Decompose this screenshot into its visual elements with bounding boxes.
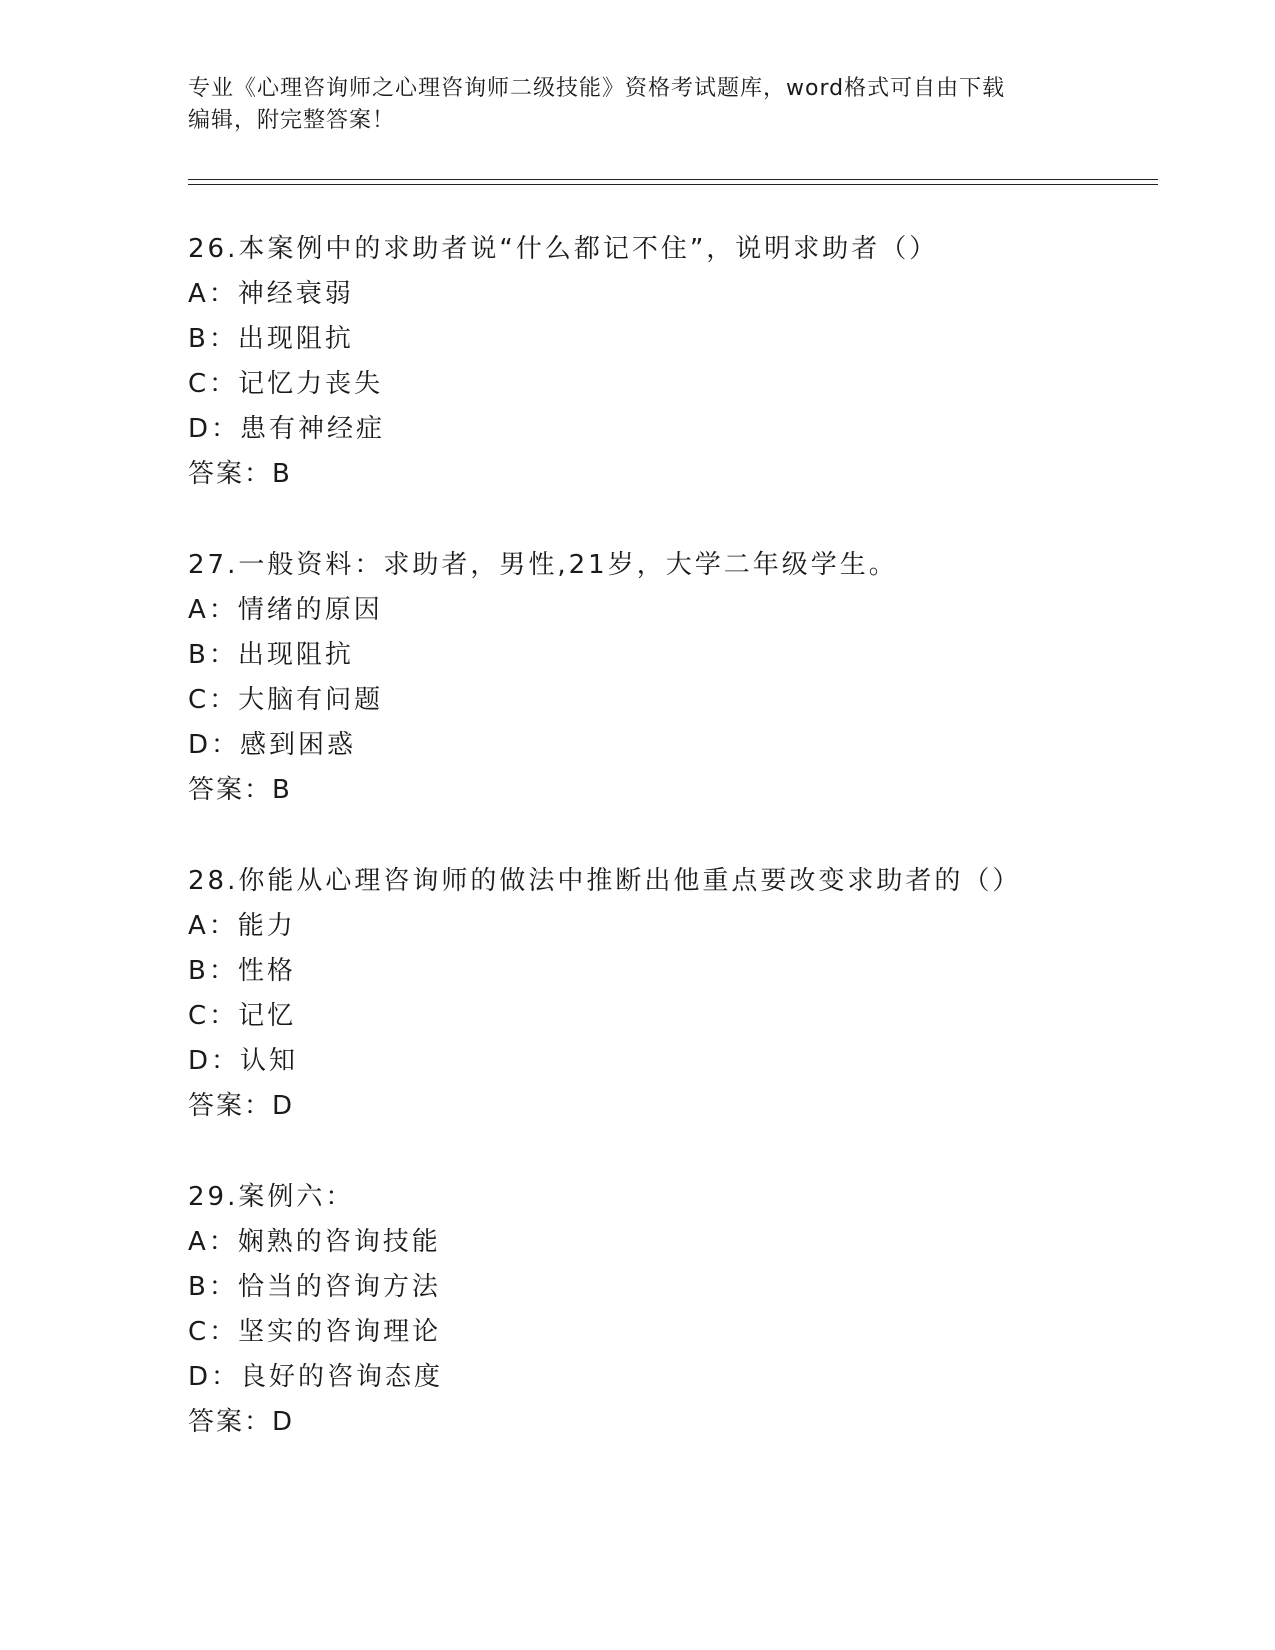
question-block [188, 227, 1188, 497]
document-header [188, 73, 1088, 137]
option-a: A：娴熟的咨询技能 [188, 1227, 441, 1257]
option-d: D：认知 [188, 1046, 299, 1076]
option-b: B：出现阻抗 [188, 640, 354, 670]
answer-value: D [272, 1407, 294, 1437]
question-stem: 29.案例六： [188, 1182, 355, 1212]
question-block [188, 543, 1188, 813]
answer-label: 答案： [188, 1407, 273, 1437]
option-c: C：记忆力丧失 [188, 369, 384, 399]
option-c: C：坚实的咨询理论 [188, 1317, 442, 1347]
question-stem: 27.一般资料：求助者，男性,21岁，大学二年级学生。 [188, 550, 898, 580]
answer-line [188, 452, 1188, 497]
answer-value: D [272, 1091, 294, 1121]
question-block [188, 1175, 1188, 1445]
answer-line [188, 768, 1188, 813]
header-line-2: 编辑，附完整答案！ [188, 108, 396, 133]
option-a: A：能力 [188, 911, 296, 941]
answer-label: 答案： [188, 459, 273, 489]
question-block [188, 859, 1188, 1129]
option-b: B：出现阻抗 [188, 324, 354, 354]
header-rule-top [188, 179, 1158, 180]
answer-label: 答案： [188, 1091, 273, 1121]
answer-label: 答案： [188, 775, 273, 805]
answer-value: B [272, 775, 291, 805]
question-stem: 26.本案例中的求助者说“什么都记不住”，说明求助者（） [188, 234, 939, 264]
option-d: D：感到困惑 [188, 730, 357, 760]
header-line-1: 专业《心理咨询师之心理咨询师二级技能》资格考试题库，word格式可自由下载 [188, 76, 1006, 101]
answer-line [188, 1400, 1188, 1445]
option-d: D：患有神经症 [188, 414, 386, 444]
option-d: D：良好的咨询态度 [188, 1362, 444, 1392]
answer-value: B [272, 459, 291, 489]
option-c: C：大脑有问题 [188, 685, 384, 715]
option-a: A：情绪的原因 [188, 595, 383, 625]
answer-line [188, 1084, 1188, 1129]
option-a: A：神经衰弱 [188, 279, 354, 309]
header-rule-bottom [188, 184, 1158, 185]
question-stem: 28.你能从心理咨询师的做法中推断出他重点要改变求助者的（） [188, 866, 1022, 896]
option-b: B：恰当的咨询方法 [188, 1272, 441, 1302]
option-b: B：性格 [188, 956, 296, 986]
option-c: C：记忆 [188, 1001, 297, 1031]
